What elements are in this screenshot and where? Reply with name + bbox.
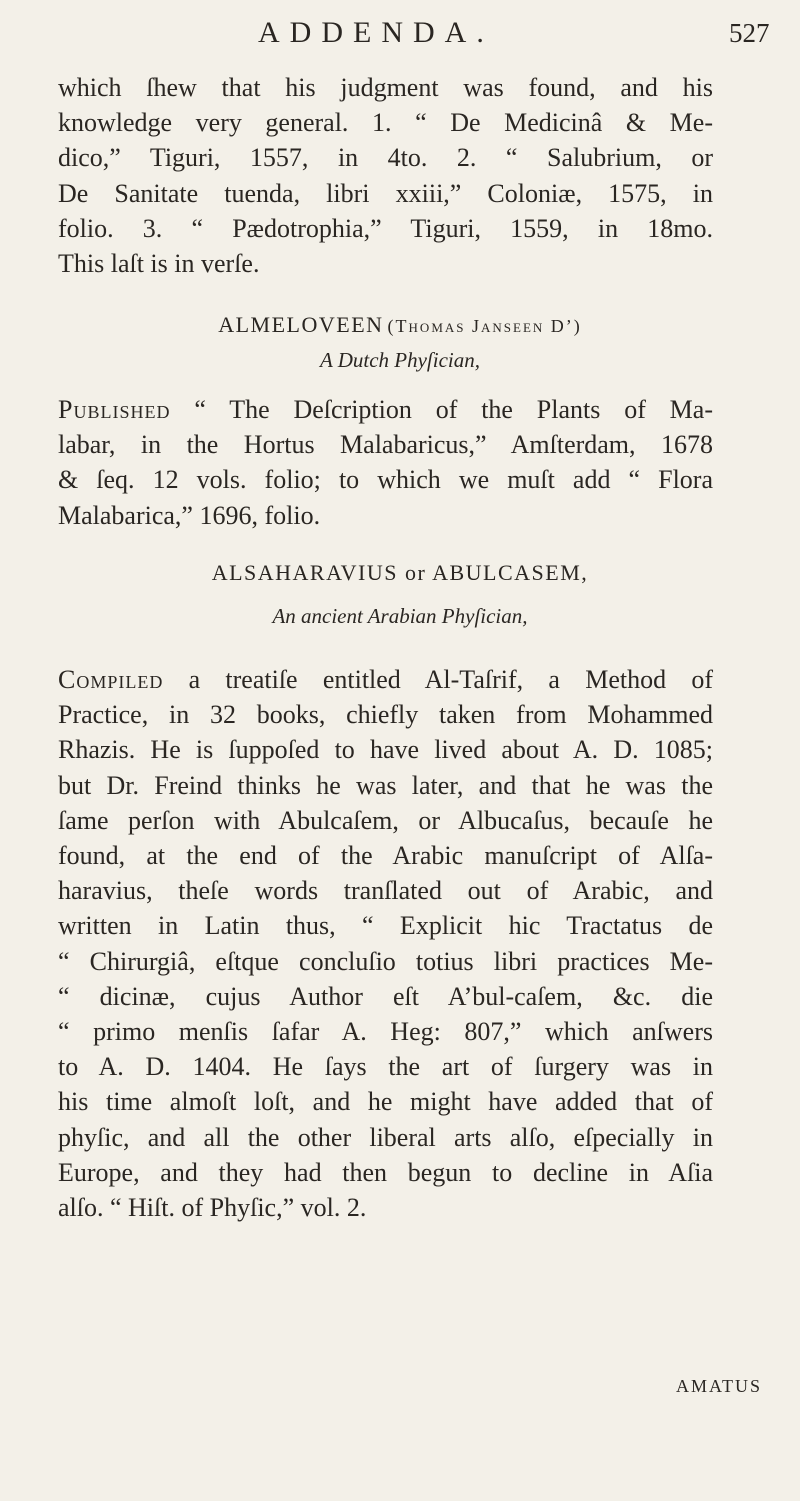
- text-line: ſame perſon with Abulcaſem, or Albucaſus, becauſe he: [58, 805, 713, 835]
- entry-description-alsaharavius: An ancient Arabian Phyſician,: [272, 604, 528, 628]
- page-number: 527: [729, 18, 770, 48]
- lead-word: Compiled: [58, 665, 164, 694]
- text-line: found, at the end of the Arabic manuſcript of Alſa-: [58, 841, 713, 871]
- text-line: De Sanitate tuenda, libri xxiii,” Coloniæ, 1575, in: [58, 178, 713, 208]
- entry-heading-alsaharavius: [0, 560, 800, 586]
- entry-name: ALMELOVEEN: [218, 312, 384, 337]
- entry-description-almeloveen: A Dutch Phyſician,: [320, 348, 480, 372]
- entry-body-alsaharavius: [58, 662, 713, 1225]
- text-line: haravius, theſe words tranſlated out of Arabic, and: [58, 876, 713, 906]
- text-line: & ſeq. 12 vols. folio; to which we muſt add “ Flora: [58, 465, 713, 495]
- text-line: Malabarica,” 1696, folio.: [58, 500, 321, 530]
- text-line: folio. 3. “ Pædotrophia,” Tiguri, 1559, in 18mo.: [58, 213, 713, 243]
- text-line: Practice, in 32 books, chiefly taken from Mohammed: [58, 700, 713, 730]
- catchword: AMATUS: [676, 1376, 763, 1396]
- text-line: his time almoſt loſt, and he might have added that of: [58, 1087, 713, 1117]
- text-line: “ primo menſis ſafar A. Heg: 807,” which anſwers: [58, 1017, 713, 1047]
- text-line: to A. D. 1404. He ſays the art of ſurgery was in: [58, 1052, 713, 1082]
- text-line: Rhazis. He is ſuppoſed to have lived about A. D. 1085;: [58, 735, 713, 765]
- entry-name-suffix: (Thomas Janseen D’): [387, 316, 582, 336]
- text-line: phyſic, and all the other liberal arts alſo, eſpecially in: [58, 1122, 713, 1152]
- running-head: [0, 16, 800, 56]
- lead-word: Published: [58, 395, 171, 424]
- text-line: which ſhew that his judgment was found, and his: [58, 73, 713, 102]
- text-line: Europe, and they had then begun to decline in Aſia: [58, 1157, 713, 1187]
- text-line: written in Latin thus, “ Explicit hic Tractatus de: [58, 911, 713, 941]
- text-line: labar, in the Hortus Malabaricus,” Amſterdam, 1678: [58, 430, 713, 460]
- text-line: [58, 392, 713, 427]
- text-line-rest: “ The Deſcription of the Plants of Ma-: [194, 395, 713, 424]
- entry-name: ALSAHARAVIUS or ABULCASEM,: [211, 560, 589, 585]
- text-line-rest: a treatiſe entitled Al-Taſrif, a Method of: [188, 665, 713, 694]
- entry-heading-almeloveen: [0, 312, 800, 338]
- text-line: alſo. “ Hiſt. of Phyſic,” vol. 2.: [58, 1193, 367, 1223]
- text-line: dico,” Tiguri, 1557, in 4to. 2. “ Salubrium, or: [58, 143, 713, 173]
- text-line: [58, 662, 713, 697]
- text-line: This laſt is in verſe.: [58, 249, 260, 279]
- text-line: “ Chirurgiâ, eſtque concluſio totius libri practices Me-: [58, 946, 713, 976]
- continued-paragraph: [58, 70, 713, 281]
- running-title: ADDENDA.: [258, 16, 494, 49]
- text-line: knowledge very general. 1. “ De Medicinâ & Me-: [58, 108, 713, 138]
- entry-body-almeloveen: [58, 392, 713, 533]
- text-line: “ dicinæ, cujus Author eſt A’bul-caſem, &c. die: [58, 981, 713, 1011]
- text-line: but Dr. Freind thinks he was later, and that he was the: [58, 770, 713, 800]
